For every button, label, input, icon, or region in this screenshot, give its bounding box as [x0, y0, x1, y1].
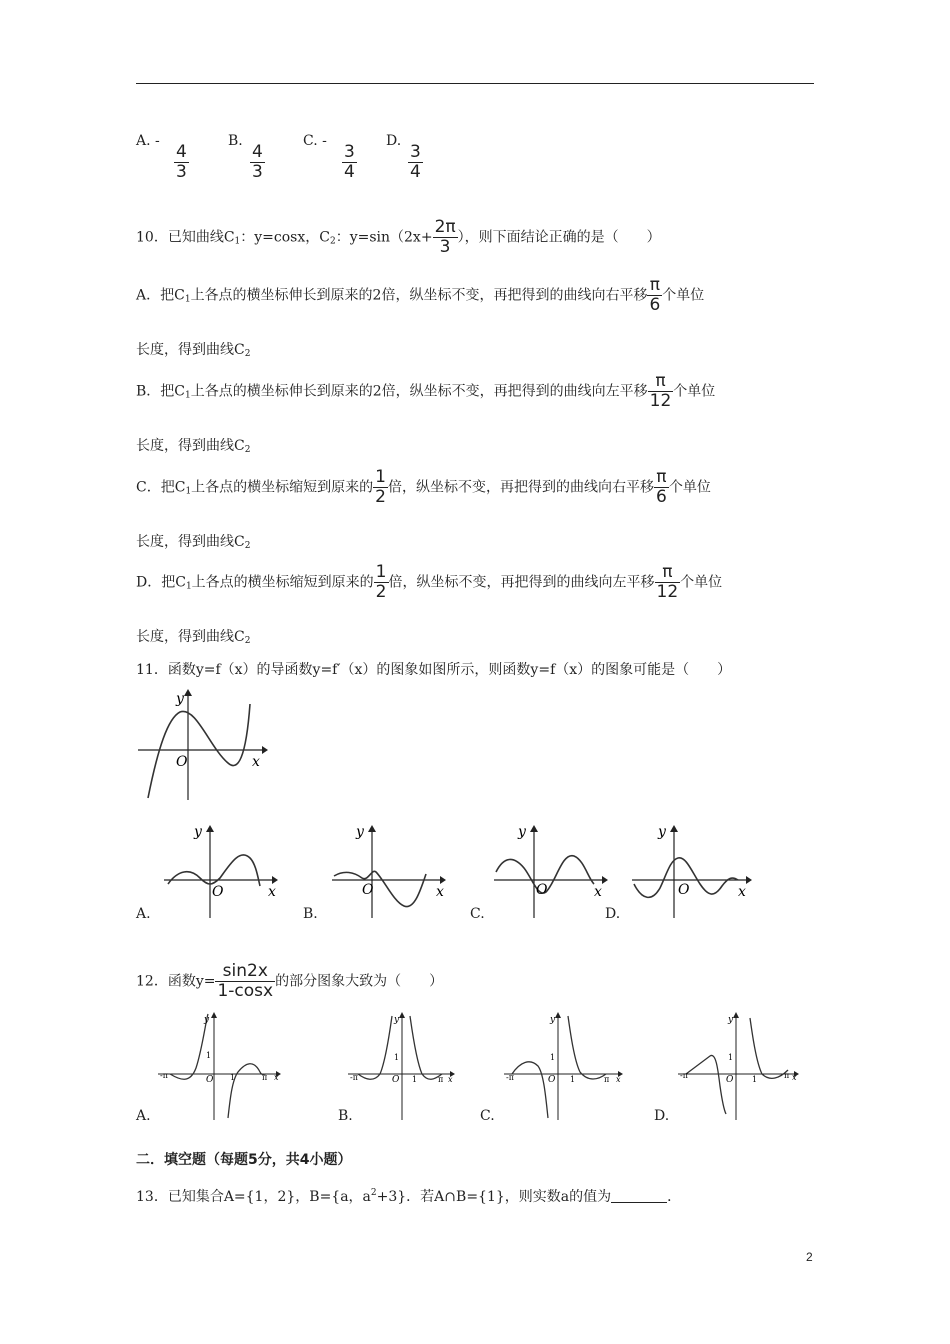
origin-label: O	[536, 882, 548, 898]
tick-pi: π	[784, 1071, 790, 1080]
x-axis-label: x	[594, 884, 602, 900]
q12-option-c-graph	[502, 1010, 632, 1122]
x-axis-label: x	[738, 884, 746, 900]
tick-pi: π	[262, 1073, 268, 1082]
q10-phase-fraction: $\frac{2\pi}{3}$	[434, 217, 456, 257]
curve-left	[170, 1014, 208, 1079]
y-axis-label: y	[728, 1015, 734, 1025]
q9-option-c: C. -	[303, 133, 327, 149]
q12-option-a-graph	[156, 1010, 286, 1122]
y-axis-arrow	[733, 1012, 739, 1018]
origin-label: O	[678, 882, 690, 898]
q11-option-d-graph	[628, 822, 758, 922]
curve-left	[512, 1062, 548, 1118]
tick-y-one: 1	[206, 1051, 212, 1060]
q10-option-d-continued: 长度，得到曲线$C_2$	[136, 629, 251, 646]
y-axis-label: y	[518, 824, 526, 840]
tick-y-one: 1	[550, 1053, 556, 1062]
q9-option-d: D.	[386, 133, 402, 149]
q11-option-c-label: C.	[470, 906, 485, 922]
q12-option-d-label: D.	[654, 1108, 670, 1124]
q12-option-b-graph	[346, 1010, 461, 1122]
tick-y-one: 1	[394, 1053, 400, 1062]
x-axis-label: x	[448, 1075, 453, 1084]
q9-option-d-fraction: $\frac{3}{4}$	[410, 142, 421, 182]
curve-a	[168, 855, 260, 886]
q11-option-c-graph	[490, 822, 610, 922]
curve-right	[568, 1016, 606, 1079]
y-axis-arrow	[184, 689, 192, 696]
origin-label: O	[212, 884, 224, 900]
q9-option-b: B.	[228, 133, 243, 149]
q10-stem: 10．已知曲线$C_1$：y=cosx，$C_2$：y=sin（2x+ $\frac{2\pi}{3}$ ），则下面结论正确的是（ ）	[136, 217, 661, 257]
x-axis-label: x	[274, 1073, 279, 1082]
x-axis-label: x	[268, 884, 276, 900]
q12-stem: 12．函数y= $\frac{\sin 2x}{1-\cos x}$ 的部分图象大致为（ ）	[136, 961, 444, 1001]
section2-heading: 二．填空题（每题5分，共4小题）	[136, 1152, 352, 1168]
x-axis-arrow	[602, 876, 608, 884]
x-axis-arrow	[746, 876, 752, 884]
curve-left	[686, 1055, 726, 1114]
y-axis-label: y	[356, 824, 364, 840]
y-axis-arrow	[368, 825, 376, 832]
tick-x-one: 1	[230, 1073, 236, 1082]
q9-option-b-fraction: $\frac{4}{3}$	[252, 142, 263, 182]
origin-label: O	[362, 882, 374, 898]
y-axis-label: y	[176, 691, 184, 707]
q10-option-c: C．把$C_1$上各点的横坐标缩短到原来的 $\frac{1}{2}$ 倍，纵坐标不变，再把得到的曲线向右平移 $\frac{\pi}{6}$ 个单位	[136, 467, 711, 507]
origin-label: O	[548, 1075, 556, 1085]
derivative-curve	[148, 704, 250, 798]
y-axis-label: y	[204, 1015, 210, 1025]
y-axis-label: y	[394, 1015, 400, 1025]
tick-pi: π	[604, 1075, 610, 1084]
tick-pi: π	[438, 1075, 444, 1084]
y-axis-label: y	[658, 824, 666, 840]
y-axis-arrow	[399, 1012, 405, 1018]
y-axis-label: y	[550, 1015, 556, 1025]
x-axis-arrow	[440, 876, 446, 884]
origin-label: O	[176, 754, 188, 770]
tick-x-one: 1	[752, 1075, 758, 1084]
x-axis-arrow	[262, 746, 268, 754]
q9-option-a-fraction: $\frac{4}{3}$	[176, 142, 187, 182]
q12-option-b-label: B.	[338, 1108, 353, 1124]
x-axis-label: x	[436, 884, 444, 900]
tick-x-one: 1	[570, 1075, 576, 1084]
page-number: 2	[806, 1250, 813, 1264]
y-axis-arrow	[530, 825, 538, 832]
q11-option-a-label: A.	[136, 906, 151, 922]
x-axis-label: x	[792, 1073, 797, 1082]
curve-right	[750, 1018, 788, 1078]
q10-option-c-continued: 长度，得到曲线$C_2$	[136, 534, 251, 551]
curve-right	[228, 1064, 266, 1118]
q11-option-b-label: B.	[303, 906, 318, 922]
q12-option-c-label: C.	[480, 1108, 495, 1124]
origin-label: O	[392, 1075, 400, 1085]
q10-option-b-continued: 长度，得到曲线$C_2$	[136, 438, 251, 455]
y-axis-label: y	[194, 824, 202, 840]
q12-option-d-graph	[676, 1010, 806, 1122]
tick-x-one: 1	[412, 1075, 418, 1084]
q11-option-a-graph	[160, 822, 280, 922]
q11-option-b-graph	[328, 822, 448, 922]
tick-y-one: 1	[728, 1053, 734, 1062]
q10-option-a: A．把$C_1$上各点的横坐标伸长到原来的2倍，纵坐标不变，再把得到的曲线向右平移 $\frac{\pi}{6}$ 个单位	[136, 275, 705, 315]
x-axis-label: x	[616, 1075, 621, 1084]
header-rule	[136, 83, 814, 84]
q12-function-fraction: $\frac{\sin 2x}{1-\cos x}$	[217, 961, 274, 1001]
x-axis-label: x	[252, 754, 260, 770]
q10-option-b: B．把$C_1$上各点的横坐标伸长到原来的2倍，纵坐标不变，再把得到的曲线向左平移 $\frac{\pi}{12}$ 个单位	[136, 371, 716, 411]
q9-option-a: A. -	[136, 133, 160, 149]
q10-option-d: D．把$C_1$上各点的横坐标缩短到原来的 $\frac{1}{2}$ 倍，纵坐标不变，再把得到的曲线向左平移 $\frac{\pi}{12}$ 个单位	[136, 562, 723, 602]
q10-option-a-continued: 长度，得到曲线$C_2$	[136, 342, 251, 359]
q9-option-c-fraction: $\frac{3}{4}$	[344, 142, 355, 182]
q11-option-d-label: D.	[605, 906, 621, 922]
curve-left	[358, 1016, 392, 1079]
curve-b	[334, 871, 426, 906]
curve-right	[410, 1016, 442, 1079]
origin-label: O	[726, 1075, 734, 1085]
y-axis-arrow	[211, 1012, 217, 1018]
q13-answer-blank[interactable]	[611, 1188, 667, 1203]
q13-stem: 13．已知集合A={1，2}，B={a，$a^2+3$}．若A∩B={1}，则实数a的值为 ．	[136, 1188, 682, 1205]
tick-neg-pi: -π	[506, 1073, 514, 1082]
y-axis-arrow	[670, 825, 678, 832]
origin-label: O	[206, 1075, 214, 1085]
q12-option-a-label: A.	[136, 1108, 151, 1124]
x-axis-arrow	[272, 876, 278, 884]
tick-neg-pi: -π	[680, 1071, 688, 1080]
q11-stem: 11．函数y=f（x）的导函数y=f′（x）的图象如图所示，则函数y=f（x）的图象可能是（ ）	[136, 662, 732, 678]
y-axis-arrow	[555, 1012, 561, 1018]
y-axis-arrow	[206, 825, 214, 832]
tick-neg-pi: -π	[350, 1073, 358, 1082]
q11-derivative-graph	[138, 688, 268, 803]
tick-neg-pi: -π	[160, 1071, 168, 1080]
